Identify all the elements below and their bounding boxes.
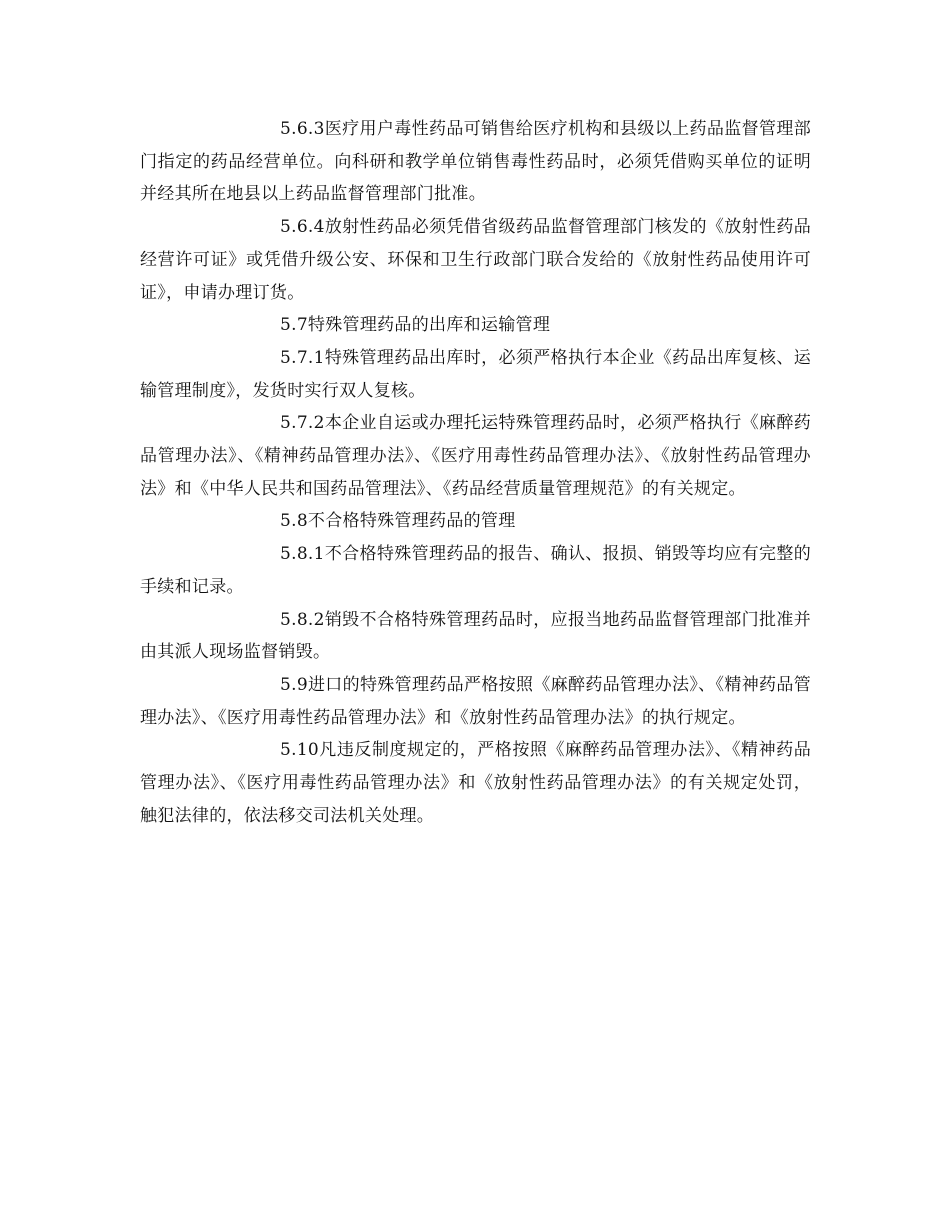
document-body xyxy=(140,113,811,832)
paragraph-5-6-3: 5.6.3医疗用户毒性药品可销售给医疗机构和县级以上药品监督管理部门指定的药品经营单位。向科研和教学单位销售毒性药品时，必须凭借购买单位的证明并经其所在地县以上药品监督管理部门批准。 xyxy=(140,119,811,205)
paragraph-5-10: 5.10凡违反制度规定的，严格按照《麻醉药品管理办法》、《精神药品管理办法》、《医疗用毒性药品管理办法》和《放射性药品管理办法》的有关规定处罚，触犯法律的，依法移交司法机关处理。 xyxy=(140,740,811,826)
section-heading-5-7: 5.7特殊管理药品的出库和运输管理 xyxy=(280,315,551,336)
paragraph-5-7-1: 5.7.1特殊管理药品出库时，必须严格执行本企业《药品出库复核、运输管理制度》，发货时实行双人复核。 xyxy=(140,347,811,401)
paragraph-5-6-4: 5.6.4放射性药品必须凭借省级药品监督管理部门核发的《放射性药品经营许可证》或凭借升级公安、环保和卫生行政部门联合发给的《放射性药品使用许可证》，申请办理订货。 xyxy=(140,217,811,303)
paragraph-5-8-1: 5.8.1不合格特殊管理药品的报告、确认、报损、销毁等均应有完整的手续和记录。 xyxy=(140,544,811,597)
paragraph-5-9: 5.9进口的特殊管理药品严格按照《麻醉药品管理办法》、《精神药品管理办法》、《医疗用毒性药品管理办法》和《放射性药品管理办法》的执行规定。 xyxy=(140,674,811,728)
section-heading-5-8: 5.8不合格特殊管理药品的管理 xyxy=(280,511,516,532)
paragraph-5-7-2: 5.7.2本企业自运或办理托运特殊管理药品时，必须严格执行《麻醉药品管理办法》、《精神药品管理办法》、《医疗用毒性药品管理办法》、《放射性药品管理办法》和《中华人民共和国药品管理法》、《药品经营质量管理规范》的有关规定。 xyxy=(140,413,811,499)
paragraph-5-8-2: 5.8.2销毁不合格特殊管理药品时，应报当地药品监督管理部门批准并由其派人现场监督销毁。 xyxy=(140,609,811,663)
